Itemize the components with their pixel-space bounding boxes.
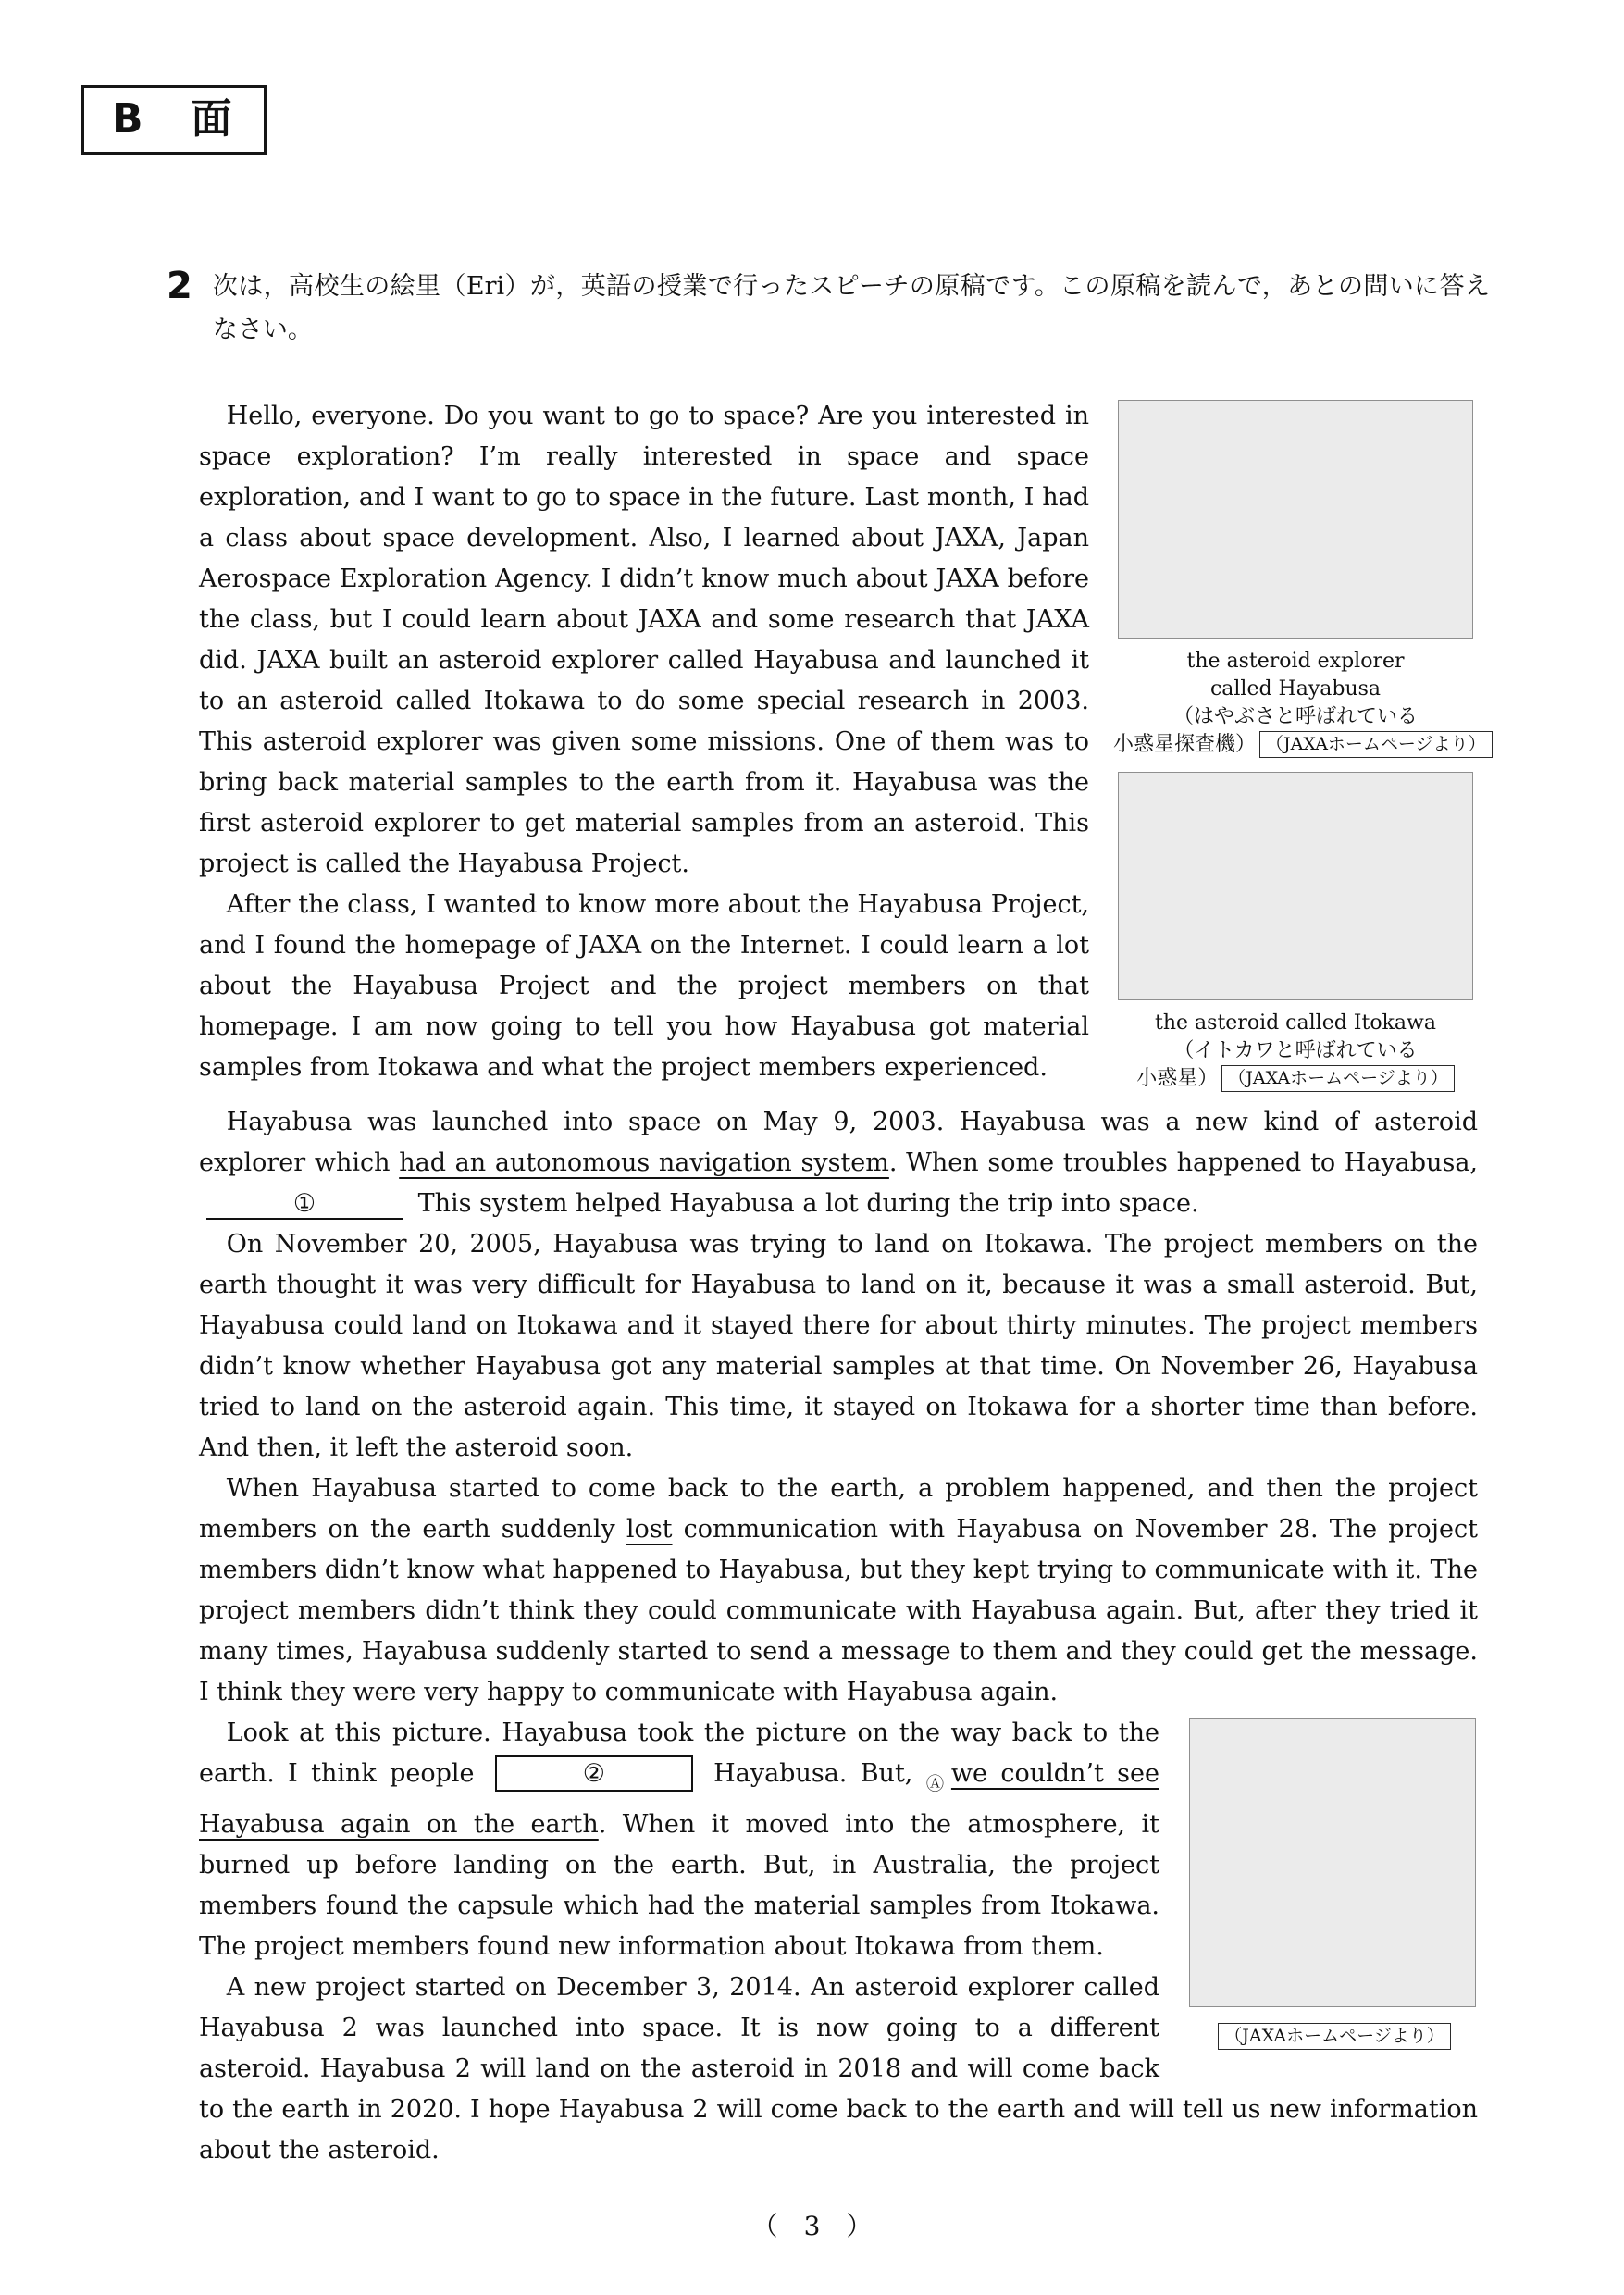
paragraph-4-text: On November 20, 2005, Hayabusa was trying to land on Itokawa. The project members on the earth thought it was very difficult for Hayabusa to land on it, because it was a small asteroid. But, Hayabusa could land on Itokawa and it stayed there for about thirty minutes. The project members didn’t know whether Hayabusa got any material samples at that time. On November 26, Hayabusa tried to land on the asteroid again. This time, it stayed on Itokawa for a shorter time than before. And then, it left the asteroid soon. <box>199 1230 1478 1462</box>
paragraph-7-text: A new project started on December 3, 2014. An asteroid explorer called Hayabusa 2 was launched into space. It is now going to a different asteroid. Hayabusa 2 will land on the asteroid in 2018 and will come back to the earth in 2020. I hope Hayabusa 2 will come back to the earth and will tell us new information about the asteroid. <box>199 1972 1478 2165</box>
hayabusa-caption <box>1113 648 1486 759</box>
blank-2-label: ② <box>582 1759 605 1788</box>
itokawa-caption-jp-2-text: 小惑星） <box>1136 1067 1219 1090</box>
paragraph-3-text-2: . When some troubles happened to Hayabusa, <box>888 1148 1478 1177</box>
paragraph-3-text-1: Hayabusa was launched into space on May 9, 2003. Hayabusa was a new kind of asteroid explorer which <box>199 1108 1478 1177</box>
itokawa-source-label: （JAXAホームページより） <box>1221 1065 1455 1092</box>
page-number: （ 3 ） <box>751 2211 873 2241</box>
hayabusa-image-placeholder <box>1118 400 1473 639</box>
blank-1-label: ① <box>292 1189 316 1218</box>
photo-source-label: （JAXAホームページより） <box>1218 2023 1451 2050</box>
underlined-word-lost: lost <box>626 1515 673 1544</box>
marker-a: Ⓐ <box>925 1772 949 1794</box>
paragraph-6-text-3: . When it moved into the atmosphere, it burned up before landing on the earth. But, in Australia, the project members found the capsule which had the material samples from Itokawa. The project members found new information about Itokawa from them. <box>199 1809 1159 1961</box>
paragraph-5 <box>199 1469 1478 1713</box>
hayabusa-caption-jp-2-text: 小惑星探査機） <box>1113 733 1257 756</box>
itokawa-caption-jp-1: （イトカワと呼ばれている <box>1173 1039 1418 1062</box>
question-number: 2 <box>167 265 192 307</box>
figure-column-2 <box>1187 1718 1478 2055</box>
hayabusa-source-label: （JAXAホームページより） <box>1259 731 1493 758</box>
photo-caption <box>1187 2015 1478 2055</box>
hayabusa-caption-jp-2 <box>1113 731 1486 759</box>
paragraph-3 <box>199 1102 1478 1224</box>
hayabusa-caption-jp-1: （はやぶさと呼ばれている <box>1172 705 1418 728</box>
figure-hayabusa-photo <box>1187 1718 1478 2055</box>
side-label-box <box>81 85 267 155</box>
itokawa-caption <box>1113 1010 1478 1093</box>
question-header <box>167 265 1490 352</box>
speech-body <box>199 396 1486 2171</box>
paragraph-1-text: Hello, everyone. Do you want to go to space? Are you interested in space exploration? I’m really interested in space and space exploration, and I want to go to space in the future. Last month, I had a class about space development. Also, I learned about JAXA, Japan Aerospace Exploration Agency. I didn’t know much about JAXA before the class, but I could learn about JAXA and some research that JAXA did. JAXA built an asteroid explorer called Hayabusa and launched it to an asteroid called Itokawa to do some special research in 2003. This asteroid explorer was given some missions. One of them was to bring back material samples to the earth from it. Hayabusa was the first asteroid explorer to get material samples from an asteroid. This project is called the Hayabusa Project. <box>199 402 1089 878</box>
hayabusa-caption-en-2: called Hayabusa <box>1209 677 1382 701</box>
paragraph-5-text-2: communication with Hayabusa on November 28. The project members didn’t know what happened to Hayabusa, but they kept trying to communicate with it. The project members didn’t think they could communicate with Hayabusa again. But, after they tried it many times, Hayabusa suddenly started to send a message to them and they could get the message. I think they were very happy to communicate with Hayabusa again. <box>199 1515 1478 1706</box>
hayabusa-photo-placeholder <box>1189 1718 1476 2007</box>
underlined-phrase-a: we couldn’t see Hayabusa again on the earth <box>199 1759 1159 1839</box>
itokawa-image-placeholder <box>1118 772 1473 1000</box>
underlined-phrase-autonomous-system: had an autonomous navigation system <box>399 1148 889 1177</box>
paragraph-2-text: After the class, I wanted to know more about the Hayabusa Project, and I found the homepage of JAXA on the Internet. I could learn a lot about the Hayabusa Project and the project members on that homepage. I am now going to tell you how Hayabusa got material samples from Itokawa and what the project members experienced. <box>199 890 1089 1082</box>
question-instructions: 次は，高校生の絵里（Eri）が，英語の授業で行ったスピーチの原稿です。この原稿を読んで，あとの問いに答えなさい。 <box>212 272 1490 344</box>
paragraph-4 <box>199 1224 1478 1469</box>
paragraph-6-text-1: Look at this picture. Hayabusa took the picture on the way back to the earth. I think people <box>199 1718 1159 1788</box>
itokawa-caption-jp-2 <box>1113 1065 1478 1093</box>
blank-2 <box>495 1755 693 1792</box>
blank-1 <box>206 1189 403 1220</box>
itokawa-caption-en-1: the asteroid called Itokawa <box>1155 1011 1436 1035</box>
paragraph-6-text-2: Hayabusa. But, <box>700 1759 926 1788</box>
figure-hayabusa <box>1113 400 1486 759</box>
figure-column <box>1113 400 1486 1093</box>
figure-itokawa <box>1113 772 1478 1093</box>
paragraph-3-text-3: This system helped Hayabusa a lot during the trip into space. <box>410 1189 1199 1218</box>
hayabusa-caption-en-1: the asteroid explorer <box>1186 650 1405 673</box>
side-label-text: B 面 <box>112 95 236 143</box>
paragraph-5-text-1: When Hayabusa started to come back to the earth, a problem happened, and then the project members on the earth suddenly <box>199 1474 1478 1544</box>
